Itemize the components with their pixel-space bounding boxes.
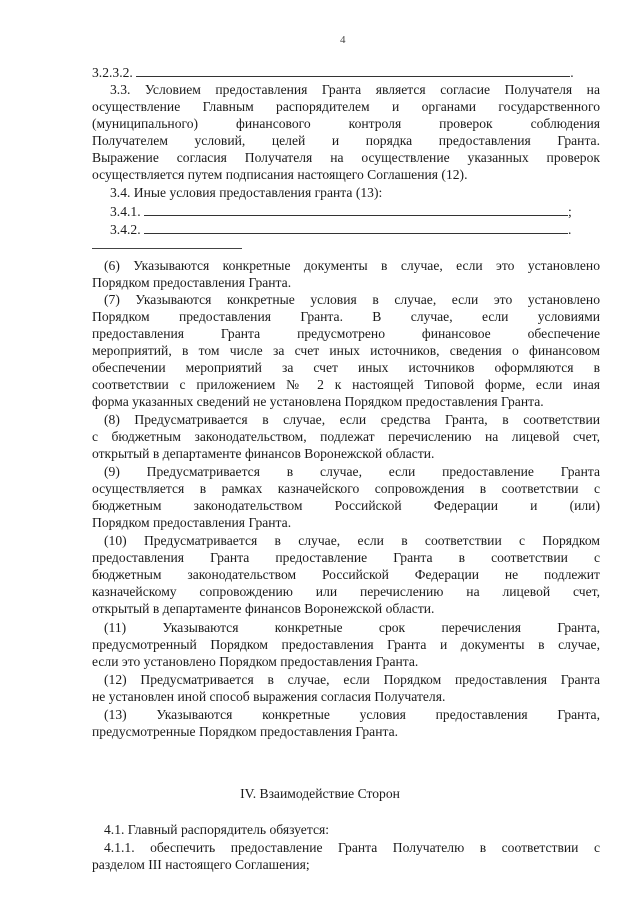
item-3-4: 3.4. Иные условия предоставления гранта (13): <box>110 185 383 200</box>
item-3-3-line: осуществление Главным распорядителем и органами государственного <box>92 99 600 114</box>
item-4-1-1-line: 4.1.1. обеспечить предоставление Гранта Получателю в соответствии с <box>104 840 600 855</box>
item-3-2-3-2-label: 3.2.3.2. <box>92 65 133 80</box>
item-3-4-1-end: ; <box>568 204 572 219</box>
footnote-line: (8) Предусматривается в случае, если средства Гранта, в соответствии <box>104 412 600 427</box>
item-3-3-line: осуществляется путем подписания настоящего Соглашения (12). <box>92 167 468 182</box>
footnote-line: (12) Предусматривается в случае, если Порядком предоставления Гранта <box>104 672 600 687</box>
footnote-line: открытый в департаменте финансов Воронежской области. <box>92 446 435 461</box>
footnote-line: осуществляется в рамках казначейского сопровождения в соответствии с <box>92 481 600 496</box>
footnote-line: (13) Указываются конкретные условия предоставления Гранта, <box>104 707 600 722</box>
item-3-4-2-label: 3.4.2. <box>110 222 141 237</box>
item-3-2-3-2-end: . <box>570 65 574 80</box>
footnote-line: (6) Указываются конкретные документы в случае, если это установлено <box>104 258 600 273</box>
footnote-line: (7) Указываются конкретные условия в случае, если это установлено <box>104 292 600 307</box>
footnote-line: Порядком предоставления Гранта. <box>92 515 292 530</box>
section-heading: IV. Взаимодействие Сторон <box>240 786 400 801</box>
item-3-3-line: 3.3. Условием предоставления Гранта является согласие Получателя на <box>110 82 600 97</box>
blank-line <box>136 64 570 77</box>
footnote-line: предусмотренные Порядком предоставления Гранта. <box>92 724 399 739</box>
item-3-3-line: Получателем условий, целей и порядка предоставления Гранта. <box>92 133 600 148</box>
footnote-line: предусмотренный Порядком предоставления Гранта и документы в случае, <box>92 637 600 652</box>
blank-line <box>144 203 568 216</box>
footnote-line: (10) Предусматривается в случае, если в соответствии с Порядком <box>104 533 600 548</box>
item-3-3-line: (муниципального) финансового контроля проверок соблюдения <box>92 116 600 131</box>
item-3-4-1 <box>110 203 572 220</box>
item-3-4-1-label: 3.4.1. <box>110 204 141 219</box>
footnote-line: форма указанных сведений не установлена Порядком предоставления Гранта. <box>92 394 544 409</box>
footnote-divider <box>92 248 242 249</box>
item-3-3-line: Выражение согласия Получателя на осуществление указанных проверок <box>92 150 600 165</box>
page-number: 4 <box>340 34 346 46</box>
footnote-line: мероприятий, в том числе за счет иных источников, сведения о финансовом <box>92 343 600 358</box>
footnote-line: казначейскому сопровождению или перечислению на лицевой счет, <box>92 584 600 599</box>
item-4-1: 4.1. Главный распорядитель обязуется: <box>104 822 330 837</box>
footnote-line: Порядком предоставления Гранта. В случае, если условиями <box>92 309 600 324</box>
footnote-line: с бюджетным законодательством, подлежат перечислению на лицевой счет, <box>92 429 600 444</box>
footnote-line: (9) Предусматривается в случае, если предоставление Гранта <box>104 464 600 479</box>
footnote-line: бюджетным законодательством Российской Федерации не подлежит <box>92 567 600 582</box>
footnote-line: соответствии с приложением № 2 к настоящей Типовой форме, если иная <box>92 377 600 392</box>
footnote-line: обеспечении мероприятий за счет иных источников оформляются в <box>92 360 600 375</box>
footnote-line: предоставления Гранта предусмотрено финансовое обеспечение <box>92 326 600 341</box>
blank-line <box>144 221 568 234</box>
footnote-line: предоставления Гранта предоставление Гранта в соответствии с <box>92 550 600 565</box>
footnote-line: не установлен иной способ выражения согласия Получателя. <box>92 689 446 704</box>
footnote-line: если это установлено Порядком предоставления Гранта. <box>92 654 419 669</box>
item-3-4-2 <box>110 221 571 238</box>
item-4-1-1-line: разделом III настоящего Соглашения; <box>92 857 310 872</box>
footnote-line: бюджетным законодательством Российской Федерации и (или) <box>92 498 600 513</box>
footnote-line: (11) Указываются конкретные срок перечисления Гранта, <box>104 620 600 635</box>
item-3-4-2-end: . <box>568 222 572 237</box>
footnote-line: Порядком предоставления Гранта. <box>92 275 292 290</box>
footnote-line: открытый в департаменте финансов Воронежской области. <box>92 601 435 616</box>
item-3-2-3-2 <box>92 64 574 81</box>
